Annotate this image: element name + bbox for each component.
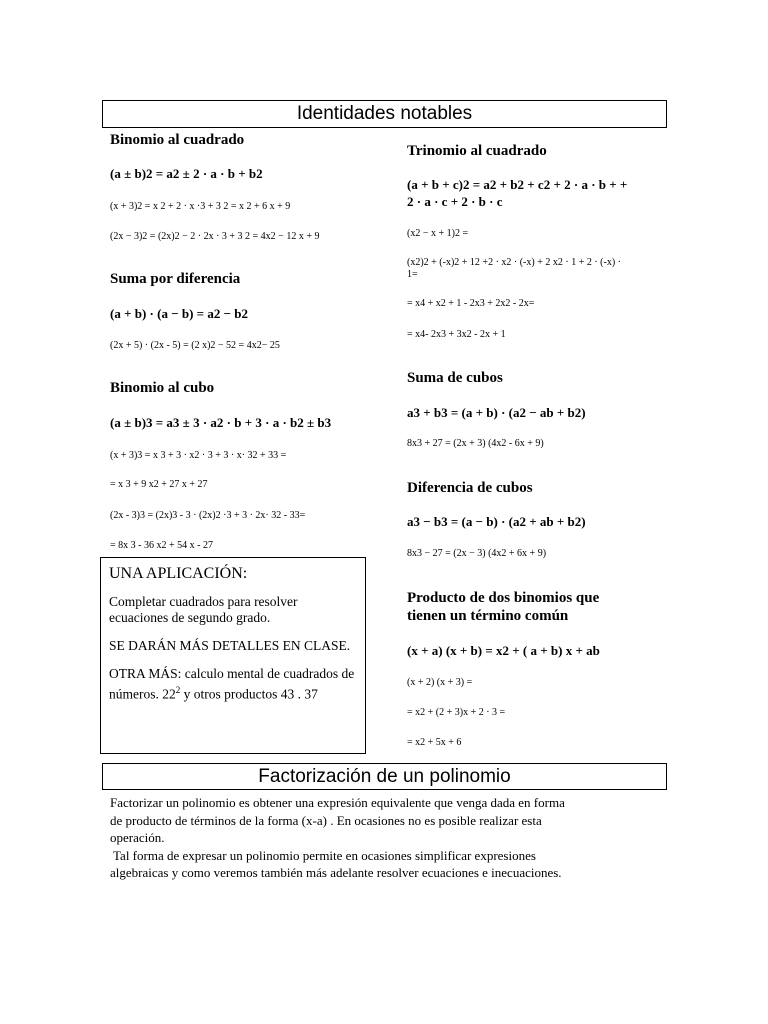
example-trinomio-3: = x4 + x2 + 1 - 2x3 + 2x2 - 2x= xyxy=(407,298,535,309)
application-title: UNA APLICACIÓN: xyxy=(109,565,248,582)
application-box xyxy=(100,557,366,754)
example-suma-diferencia: (2x + 5) · (2x - 5) = (2 x)2 − 52 = 4x2− 25 xyxy=(110,340,280,351)
formula-trinomio-cuadrado-1: (a + b + c)2 = a2 + b2 + c2 + 2 · a · b + + xyxy=(407,177,628,192)
formula-binomio-cuadrado: (a ± b)2 = a2 ± 2 · a · b + b2 xyxy=(110,166,263,181)
heading-suma-diferencia: Suma por diferencia xyxy=(110,271,241,287)
example-trinomio-1: (x2 − x + 1)2 = xyxy=(407,228,469,239)
example-diferencia-cubos: 8x3 − 27 = (2x − 3) (4x2 + 6x + 9) xyxy=(407,548,547,559)
heading-binomio-cubo: Binomio al cubo xyxy=(110,380,215,396)
example-binomio-cubo-4: = 8x 3 - 36 x2 + 54 x - 27 xyxy=(110,540,213,551)
heading-trinomio-cuadrado: Trinomio al cuadrado xyxy=(407,143,547,159)
formula-diferencia-cubos: a3 − b3 = (a − b) · (a2 + ab + b2) xyxy=(407,514,586,529)
formula-producto-binomios: (x + a) (x + b) = x2 + ( a + b) x + ab xyxy=(407,643,600,658)
example-binomio-cubo-3: (2x - 3)3 = (2x)3 - 3 · (2x)2 ·3 + 3 · 2x· 32 - 33= xyxy=(110,510,306,521)
example-producto-3: = x2 + 5x + 6 xyxy=(407,737,462,748)
formula-suma-diferencia: (a + b) · (a − b) = a2 − b2 xyxy=(110,306,248,321)
factorizacion-line-2: de producto de términos de la forma (x-a) . En ocasiones no es posible realizar esta xyxy=(110,812,542,828)
factorizacion-line-1: Factorizar un polinomio es obtener una expresión equivalente que venga dada en forma xyxy=(110,795,565,810)
heading-diferencia-cubos: Diferencia de cubos xyxy=(407,480,533,496)
application-text-3-sup: 2 xyxy=(175,685,181,695)
formula-suma-cubos: a3 + b3 = (a + b) · (a2 − ab + b2) xyxy=(407,405,586,420)
heading-producto-binomios-2: tienen un término común xyxy=(407,608,569,624)
example-binomio-cuadrado-2: (2x − 3)2 = (2x)2 − 2 · 2x · 3 + 3 2 = 4x2 − 12 x + 9 xyxy=(110,231,320,242)
application-text-3b: y otros productos 43 . 37 xyxy=(180,686,318,702)
example-binomio-cubo-1: (x + 3)3 = x 3 + 3 · x2 · 3 + 3 · x· 32 + 33 = xyxy=(110,450,287,461)
application-text-1: Completar cuadrados para resolver ecuaciones de segundo grado. xyxy=(109,594,298,625)
heading-suma-cubos: Suma de cubos xyxy=(407,370,503,386)
heading-binomio-cuadrado: Binomio al cuadrado xyxy=(110,132,245,148)
heading-producto-binomios-1: Producto de dos binomios que xyxy=(407,590,600,606)
formula-trinomio-cuadrado-2: 2 · a · c + 2 · b · c xyxy=(407,194,503,209)
factorizacion-line-4: Tal forma de expresar un polinomio permite en ocasiones simplificar expresiones xyxy=(110,847,536,863)
example-binomio-cuadrado-1: (x + 3)2 = x 2 + 2 · x ·3 + 3 2 = x 2 + 6 x + 9 xyxy=(110,201,291,212)
example-producto-1: (x + 2) (x + 3) = xyxy=(407,677,473,688)
factorizacion-paragraph xyxy=(110,794,670,882)
example-binomio-cubo-2: = x 3 + 9 x2 + 27 x + 27 xyxy=(110,479,208,490)
page-title: Identidades notables xyxy=(102,100,667,128)
example-trinomio-2b: 1= xyxy=(407,269,418,280)
example-trinomio-2a: (x2)2 + (-x)2 + 12 +2 · x2 · (-x) + 2 x2 · 1 + 2 · (-x) · xyxy=(407,257,621,268)
example-trinomio-4: = x4- 2x3 + 3x2 - 2x + 1 xyxy=(407,329,506,340)
section-title-factorizacion: Factorización de un polinomio xyxy=(102,763,667,790)
application-text-3a: OTRA MÁS: calculo mental de cuadrados de números. 22 xyxy=(109,666,355,702)
application-text-3 xyxy=(109,666,357,703)
factorizacion-line-3: operación. xyxy=(110,830,165,845)
application-text-2: SE DARÁN MÁS DETALLES EN CLASE. xyxy=(109,638,351,653)
factorizacion-line-5: algebraicas y como veremos también más adelante resolver ecuaciones e inecuaciones. xyxy=(110,865,562,880)
example-suma-cubos: 8x3 + 27 = (2x + 3) (4x2 - 6x + 9) xyxy=(407,438,544,449)
example-producto-2: = x2 + (2 + 3)x + 2 · 3 = xyxy=(407,707,506,718)
formula-binomio-cubo: (a ± b)3 = a3 ± 3 · a2 · b + 3 · a · b2 ± b3 xyxy=(110,415,332,430)
